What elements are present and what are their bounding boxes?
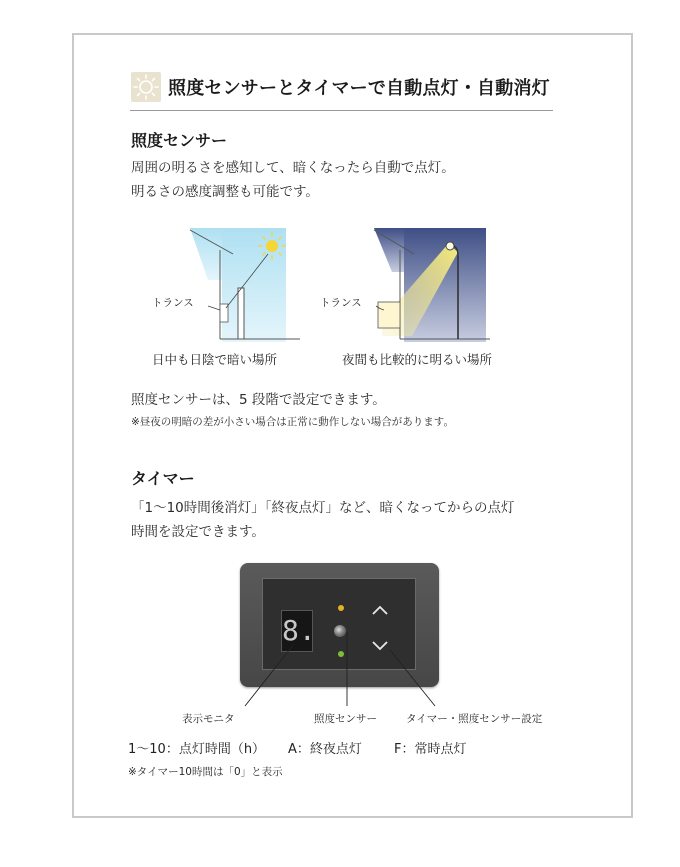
legend-item-1: 1～10：点灯時間（h） xyxy=(128,742,266,757)
day-transformer-label: トランス xyxy=(152,297,194,309)
timer-section-title: タイマー xyxy=(131,469,195,488)
legend-item-3: F：常時点灯 xyxy=(394,742,467,757)
sensor-note: ※昼夜の明暗の差が小さい場合は正常に動作しない場合があります。 xyxy=(131,416,454,428)
sensor-section-title: 照度センサー xyxy=(131,131,228,150)
sensor-steps-text: 照度センサーは、5 段階で設定できます。 xyxy=(131,392,386,408)
timer-note: ※タイマー10時間は「0」と表示 xyxy=(128,766,283,778)
callout-lines xyxy=(150,600,570,720)
night-transformer-label: トランス xyxy=(320,297,362,309)
sensor-desc-line1: 周囲の明るさを感知して、暗くなったら自動で点灯。 xyxy=(131,160,455,176)
timer-desc-line2: 時間を設定できます。 xyxy=(131,524,265,540)
display-digit: 8. xyxy=(282,614,316,647)
callout-buttons: タイマー・照度センサー設定 xyxy=(406,713,543,725)
callout-sensor: 照度センサー xyxy=(314,713,377,725)
callout-display: 表示モニタ xyxy=(182,713,235,725)
heading-divider xyxy=(130,110,553,111)
night-illustration xyxy=(318,224,490,344)
page-title: 照度センサーとタイマーで自動点灯・自動消灯 xyxy=(168,78,550,99)
day-illustration xyxy=(150,224,300,344)
sun-icon xyxy=(131,72,161,102)
day-caption: 日中も日陰で暗い場所 xyxy=(152,352,278,367)
legend-item-2: A：終夜点灯 xyxy=(288,742,362,757)
sensor-desc-line2: 明るさの感度調整も可能です。 xyxy=(131,184,319,200)
timer-desc-line1: 「1～10時間後消灯」「終夜点灯」など、暗くなってからの点灯 xyxy=(131,500,515,516)
night-caption: 夜間も比較的に明るい場所 xyxy=(342,352,493,367)
